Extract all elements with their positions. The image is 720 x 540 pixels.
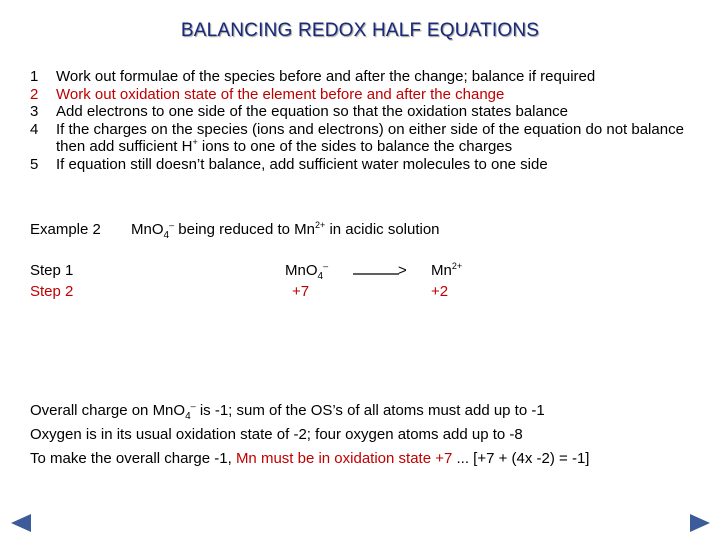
- step-number: 3: [30, 103, 39, 120]
- step-number: 5: [30, 155, 39, 173]
- explanation-line-2: Oxygen is in its usual oxidation state of -2; four oxygen atoms add up to -8: [30, 426, 523, 443]
- step-text: Add electrons to one side of the equation so that the oxidation states balance: [56, 103, 569, 120]
- explanation-line-3: To make the overall charge -1, Mn must be in oxidation state +7 ... [+7 + (4x -2) = -1]: [30, 450, 590, 467]
- example-description: MnO$_4$– being reduced to $Mn^{2+}$ in acidic solution: [131, 220, 440, 241]
- step-number: 2: [30, 85, 39, 103]
- next-slide-icon[interactable]: [689, 513, 711, 533]
- arrow-tip: >: [398, 262, 407, 279]
- step-2: [30, 86, 690, 104]
- step-3: [30, 103, 690, 121]
- product-formula: $Mn^{2+}$: [431, 261, 463, 279]
- step-1: [30, 68, 690, 86]
- step2-label: Step 2: [30, 283, 74, 300]
- step-number: 4: [30, 120, 39, 138]
- step-text: Work out formulae of the species before and after the change; balance if required: [56, 68, 596, 85]
- step-number: 1: [30, 68, 39, 85]
- reactant-formula: MnO$_4$–: [285, 261, 329, 282]
- step-4: [30, 121, 690, 156]
- explanation: [30, 399, 589, 471]
- product-oxidation-state: +2: [431, 283, 449, 300]
- step1-label: Step 1: [30, 262, 74, 279]
- reactant-oxidation-state: +7: [292, 283, 310, 300]
- step-text: If equation still doesn’t balance, add sufficient water molecules to one side: [56, 155, 548, 173]
- previous-slide-icon[interactable]: [10, 513, 32, 533]
- page-title: BALANCING REDOX HALF EQUATIONS: [180, 20, 540, 41]
- step-text: If the charges on the species (ions and electrons) on either side of the equation do not balance then add sufficient H+ ions to one of the sides to balance the charges: [56, 120, 684, 155]
- step-5: [30, 156, 690, 174]
- example-label: Example 2: [30, 221, 101, 238]
- explanation-line-1: Overall charge on MnO$_4$– is -1; sum of the OS’s of all atoms must add up to -1: [30, 401, 545, 422]
- steps-list: [30, 68, 690, 173]
- step-text: Work out oxidation state of the element before and after the change: [56, 85, 505, 103]
